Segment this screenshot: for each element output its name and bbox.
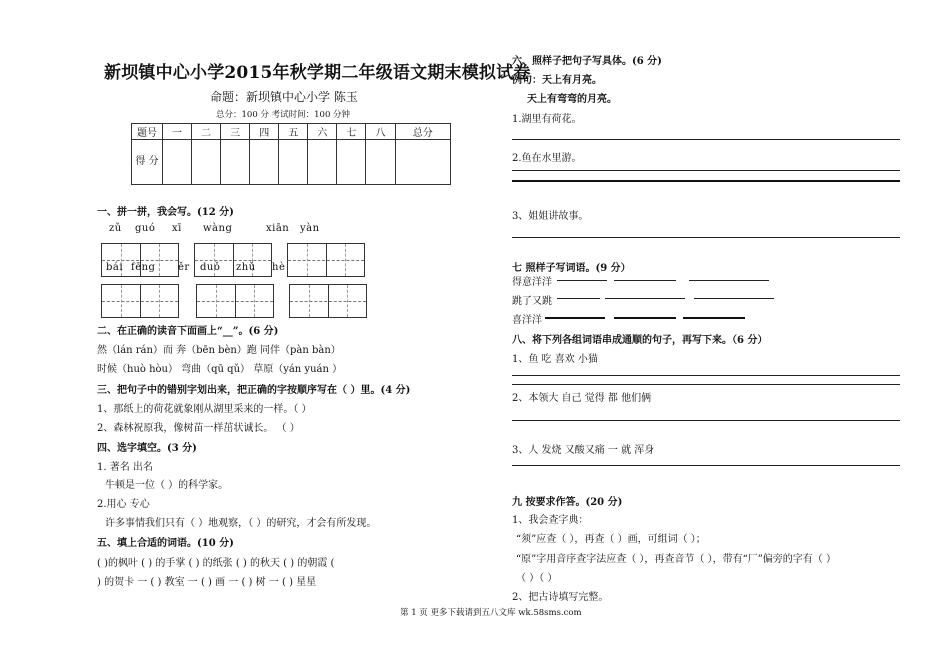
writing-grid[interactable]	[101, 284, 179, 318]
answer-line[interactable]	[512, 375, 900, 376]
pinyin: yàn	[300, 223, 320, 234]
question-line: 2.鱼在水里游。	[512, 153, 582, 164]
score-header: 七	[337, 124, 366, 140]
question-line: 2、本领大 自己 觉得 都 他们俩	[512, 393, 652, 404]
question-line: 2、森林祝原我，像树苗一样茁状诚长。 （ ）	[97, 423, 300, 434]
section-1-title: 一、拼一拼，我会写。(12 分)	[97, 207, 234, 218]
example-line: 例句：天上有月亮。	[512, 75, 602, 86]
pinyin: fēng	[131, 262, 156, 273]
question-line: 1、那纸上的荷花就象刚从湖里采来的一样。（ ）	[97, 404, 312, 415]
author-line: 命题：新坝镇中心小学 陈玉	[210, 90, 358, 104]
question-line: （ ）（ ）	[516, 573, 558, 584]
pinyin: bái	[106, 262, 124, 273]
score-header: 六	[308, 124, 337, 140]
score-header: 总分	[395, 124, 451, 140]
question-line: ( )的枫叶 ( ) 的手掌 ( ) 的纸张 ( ) 的秋天 ( ) 的朝霞 (	[97, 558, 335, 569]
question-line: 牛顿是一位（ ）的科学家。	[105, 480, 229, 491]
answer-line[interactable]	[512, 237, 900, 238]
question-line: “原”字用音序查字法应查（ ），再查音节（ ），带有“厂”偏旁的字有（ ）	[516, 554, 836, 565]
question-line: 1.湖里有荷花。	[512, 114, 582, 125]
answer-line[interactable]	[512, 465, 900, 466]
section-2-title: 二、在正确的读音下面画上“__”。(6 分)	[97, 326, 279, 337]
word-example: 得意洋洋	[512, 277, 552, 288]
score-header: 一	[163, 124, 192, 140]
score-header: 三	[221, 124, 250, 140]
answer-line[interactable]	[614, 317, 676, 319]
section-3-title: 三、把句子中的错别字划出来，把正确的字按顺序写在（ ）里。(4 分)	[97, 385, 411, 396]
score-table	[131, 123, 451, 185]
pinyin: wàng	[203, 223, 233, 234]
question-line: 1. 著名 出名	[97, 462, 153, 473]
score-cell[interactable]	[163, 140, 192, 185]
question-line: 3、姐姐讲故事。	[512, 211, 589, 222]
answer-line[interactable]	[512, 139, 900, 140]
score-cell[interactable]	[308, 140, 337, 185]
section-9-title: 九 按要求作答。(20 分)	[512, 497, 623, 508]
answer-line[interactable]	[557, 298, 600, 299]
pinyin: duǒ	[200, 262, 221, 273]
score-cell[interactable]	[250, 140, 279, 185]
score-header: 题号	[132, 124, 163, 140]
score-header: 八	[366, 124, 395, 140]
section-5-title: 五、填上合适的词语。(10 分)	[97, 538, 234, 549]
answer-line[interactable]	[512, 180, 900, 182]
score-cell[interactable]	[337, 140, 366, 185]
answer-line[interactable]	[545, 317, 605, 319]
score-cell[interactable]	[279, 140, 308, 185]
answer-line[interactable]	[614, 280, 676, 281]
answer-line[interactable]	[694, 298, 774, 299]
score-header: 五	[279, 124, 308, 140]
writing-grid[interactable]	[196, 284, 274, 318]
word-example: 跳了又跳	[512, 296, 552, 307]
score-cell[interactable]	[366, 140, 395, 185]
answer-line[interactable]	[689, 280, 769, 281]
question-line: 1、我会查字典：	[512, 515, 589, 526]
section-8-title: 八、将下列各组词语串成通顺的句子，再写下来。（6 分）	[512, 335, 768, 346]
question-line: ) 的贺卡 一 ( ) 教室 一 ( ) 画 一 ( ) 树 一 ( ) 星星	[97, 577, 317, 588]
pinyin: xī	[172, 223, 182, 234]
score-row-label: 得 分	[132, 140, 163, 185]
example-line: 天上有弯弯的月亮。	[527, 94, 617, 105]
score-header: 四	[250, 124, 279, 140]
pinyin: hè	[272, 262, 286, 273]
pinyin: xiān	[266, 223, 290, 234]
answer-line[interactable]	[557, 280, 607, 281]
page-footer: 第 1 页 更多下载请到五八文库 wk.58sms.com	[400, 608, 582, 618]
question-line: 3、人 发烧 又酸又痛 一 就 浑身	[512, 445, 655, 456]
question-line: 时候（huò hòu） 弯曲（qū qǔ） 草原（yán yuán ）	[97, 364, 343, 375]
exam-info: 总分：100 分 考试时间：100 分钟	[216, 110, 351, 120]
section-6-title: 六、照样子把句子写具体。(6 分)	[512, 56, 662, 67]
section-4-title: 四、选字填空。(3 分)	[97, 443, 197, 454]
answer-line[interactable]	[512, 384, 900, 385]
question-line: 2、把古诗填写完整。	[512, 592, 609, 603]
page-title: 新坝镇中心小学2015年秋学期二年级语文期末模拟试卷	[104, 63, 531, 83]
answer-line[interactable]	[512, 420, 900, 421]
pinyin: zhǔ	[236, 262, 256, 273]
question-line: 许多事情我们只有（ ）地观察，（ ）的研究，才会有所发现。	[105, 518, 377, 529]
question-line: “须”应查（ ），再查（ ）画，可组词（ ）；	[516, 534, 706, 545]
question-line: 2.用心 专心	[97, 499, 150, 510]
score-cell[interactable]	[221, 140, 250, 185]
question-line: 1、鱼 吃 喜欢 小猫	[512, 354, 598, 365]
answer-line[interactable]	[512, 170, 900, 171]
writing-grid[interactable]	[287, 243, 365, 277]
score-cell[interactable]	[192, 140, 221, 185]
answer-line[interactable]	[605, 298, 685, 299]
writing-grid[interactable]	[289, 284, 367, 318]
section-7-title: 七 照样子写词语。(9 分）	[512, 263, 631, 274]
answer-line[interactable]	[683, 317, 745, 319]
score-cell[interactable]	[395, 140, 451, 185]
pinyin: zǔ	[109, 223, 122, 234]
pinyin: ěr	[178, 262, 190, 273]
pinyin: guó	[135, 223, 156, 234]
word-example: 喜洋洋	[512, 315, 542, 326]
score-header: 二	[192, 124, 221, 140]
question-line: 然（lán rán）而 奔（bēn bèn）跑 同伴（pàn bàn）	[97, 345, 341, 356]
